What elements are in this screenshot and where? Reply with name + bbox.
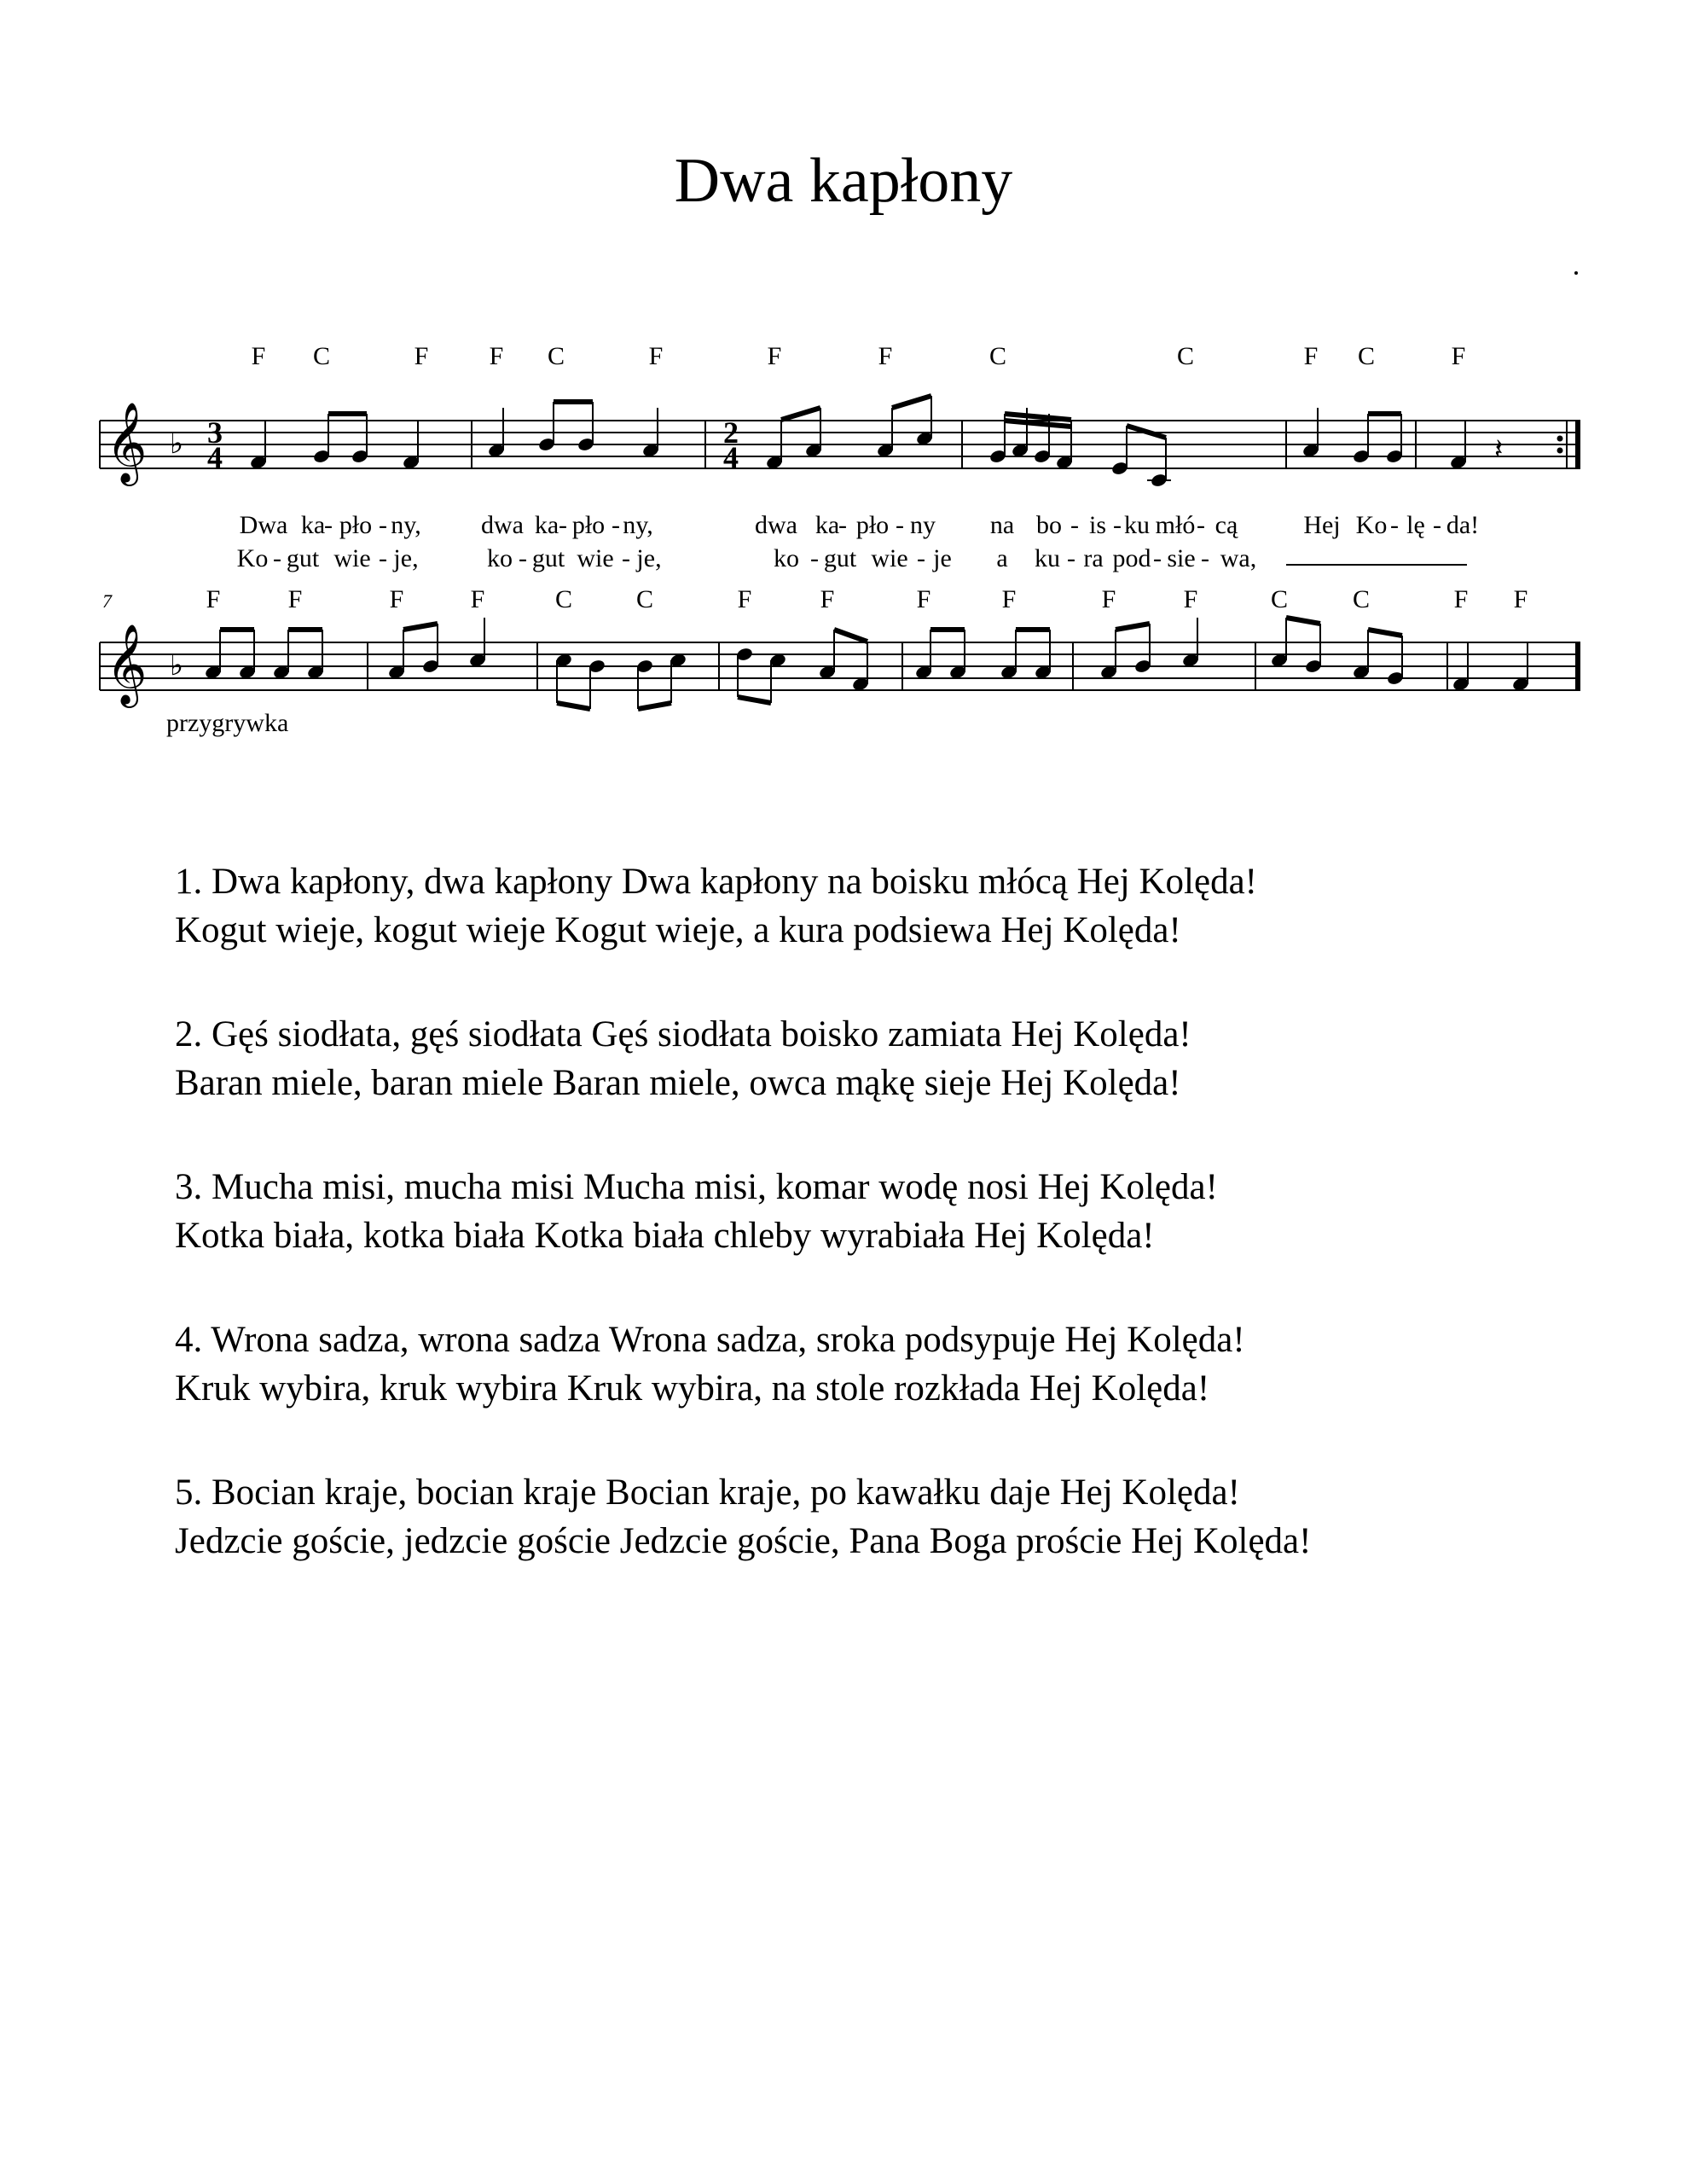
lyric-syllable: ku: [1035, 544, 1060, 572]
lyric-syllable: -: [273, 544, 281, 572]
note-beam: [834, 630, 867, 642]
chord-symbol: C: [1357, 342, 1376, 370]
lyric-syllable: pod: [1112, 544, 1151, 572]
chords-system-2: [206, 585, 1528, 613]
song-title: Dwa kapłony: [674, 146, 1013, 216]
lyric-syllable: ko: [487, 544, 513, 572]
lyric-syllable: ku: [1124, 511, 1150, 539]
lyric-syllable: -: [379, 511, 387, 539]
note-beam: [892, 396, 931, 408]
note-beam: [1368, 630, 1402, 636]
lyric-syllable: na: [989, 511, 1015, 539]
verse-line: Baran miele, baran miele Baran miele, owca mąkę sieje Hej Kolęda!: [175, 1063, 1181, 1103]
verse-line: Kruk wybira, kruk wybira Kruk wybira, na stole rozkłada Hej Kolęda!: [175, 1368, 1210, 1409]
lyric-syllable: gut: [823, 544, 857, 572]
lyric-syllable: dwa: [481, 511, 524, 539]
time-signature-1-bottom: 4: [207, 440, 223, 474]
chord-symbol: C: [554, 585, 573, 613]
verse-line: 3. Mucha misi, mucha misi Mucha misi, komar wodę nosi Hej Kolęda!: [175, 1167, 1218, 1207]
chord-symbol: F: [287, 585, 303, 613]
chord-symbol: F: [878, 342, 893, 370]
note-beam: [1286, 618, 1320, 624]
note-beam: [403, 624, 438, 630]
lyric-syllable: dwa: [755, 511, 797, 539]
lyric-syllable: Hej: [1303, 511, 1341, 539]
lyric-syllable: ka: [300, 511, 326, 539]
sheet-music: [0, 0, 1687, 768]
lyric-syllable: -: [612, 511, 620, 539]
chord-symbol: C: [635, 585, 654, 613]
verse-line: Jedzcie goście, jedzcie goście Jedzcie goście, Pana Boga proście Hej Kolęda!: [175, 1521, 1312, 1561]
note-beam: [738, 697, 771, 703]
lyric-syllable: -: [324, 511, 333, 539]
lyric-syllable: sie: [1167, 544, 1196, 572]
lyric-syllable: ny,: [391, 511, 421, 539]
lyric-syllable: pło: [855, 511, 890, 539]
verse-line: Kotka biała, kotka biała Kotka biała chleby wyrabiała Hej Kolęda!: [175, 1216, 1155, 1256]
notes-system-1: [249, 396, 1503, 488]
lyric-syllable: ra: [1083, 544, 1104, 572]
note-beam: [1116, 624, 1150, 630]
verse-line: Kogut wieje, kogut wieje Kogut wieje, a kura podsiewa Hej Kolęda!: [175, 910, 1181, 950]
lyric-syllable: ko: [774, 544, 799, 572]
lyric-syllable: wa,: [1220, 544, 1257, 572]
lyric-syllable: gut: [531, 544, 565, 572]
lyric-syllable: bo: [1036, 511, 1062, 539]
chord-symbol: F: [767, 342, 782, 370]
chord-symbol: F: [1513, 585, 1528, 613]
lyric-syllable: -: [1153, 544, 1162, 572]
notes-system-2: [204, 618, 1529, 709]
note-beam: [638, 703, 671, 709]
lyric-syllable: -: [1067, 544, 1075, 572]
chords-system-1: [252, 342, 1466, 370]
measure-number: 7: [102, 590, 112, 612]
lyrics-line-1: [240, 511, 1479, 539]
lyric-syllable: Ko: [236, 544, 269, 572]
final-barline: [1575, 642, 1580, 690]
lyric-syllable: -: [1113, 511, 1122, 539]
lyric-syllable: -: [559, 511, 567, 539]
lyric-syllable: Dwa: [239, 511, 288, 539]
verse-1: [175, 857, 1625, 955]
verse-2: [175, 1010, 1625, 1107]
quarter-rest-icon: 𝄽: [1494, 434, 1504, 466]
chord-symbol: F: [1451, 342, 1466, 370]
lyric-syllable: je,: [393, 544, 419, 572]
chord-symbol: F: [648, 342, 664, 370]
chord-symbol: C: [1352, 585, 1371, 613]
chord-symbol: F: [470, 585, 485, 613]
chord-symbol: F: [1303, 342, 1319, 370]
time-signature-2-top: 2: [723, 415, 739, 450]
chord-symbol: F: [1101, 585, 1116, 613]
lyric-syllable: Ko: [1355, 511, 1388, 539]
lyric-syllable: młó: [1155, 511, 1196, 539]
lyric-syllable: je,: [636, 544, 662, 572]
chord-symbol: F: [1001, 585, 1017, 613]
lyric-syllable: -: [1197, 511, 1205, 539]
lyric-syllable: ka: [534, 511, 559, 539]
note-beam: [1005, 414, 1071, 420]
verse-line: 5. Bocian kraje, bocian kraje Bocian kraje, po kawałku daje Hej Kolęda!: [175, 1472, 1240, 1513]
chord-symbol: F: [820, 585, 835, 613]
lyric-syllable: gut: [286, 544, 320, 572]
lyric-syllable: wie: [333, 544, 371, 572]
key-signature-flat-icon: ♭: [170, 428, 184, 460]
lyric-syllable: wie: [871, 544, 908, 572]
interlude-label: przygrywka: [166, 709, 289, 737]
verse-line: 4. Wrona sadza, wrona sadza Wrona sadza, sroka podsypuje Hej Kolęda!: [175, 1320, 1245, 1360]
lyric-syllable: ny,: [623, 511, 653, 539]
verses-section: [175, 857, 1625, 1621]
lyrics-line-2: [237, 544, 1257, 572]
treble-clef-icon: 𝄞: [106, 404, 148, 481]
chord-symbol: C: [1176, 342, 1195, 370]
lyric-syllable: -: [896, 511, 904, 539]
chord-symbol: F: [206, 585, 221, 613]
chord-symbol: F: [414, 342, 429, 370]
chord-symbol: F: [251, 342, 266, 370]
lyric-syllable: wie: [577, 544, 614, 572]
lyric-syllable: lę: [1406, 511, 1425, 539]
lyric-syllable: -: [622, 544, 630, 572]
lyric-syllable: pło: [339, 511, 373, 539]
chord-symbol: F: [916, 585, 931, 613]
lyric-syllable: ka: [815, 511, 840, 539]
verse-line: 2. Gęś siodłata, gęś siodłata Gęś siodłata boisko zamiata Hej Kolęda!: [175, 1014, 1191, 1054]
chord-symbol: C: [312, 342, 331, 370]
chord-symbol: C: [547, 342, 565, 370]
lyric-syllable: cą: [1215, 511, 1238, 539]
lyric-syllable: is: [1088, 511, 1107, 539]
lyric-syllable: a: [996, 544, 1008, 572]
lyric-syllable: -: [838, 511, 847, 539]
lyric-syllable: -: [917, 544, 925, 572]
lyric-syllable: -: [810, 544, 819, 572]
verse-4: [175, 1316, 1625, 1413]
chord-symbol: F: [389, 585, 404, 613]
chord-symbol: F: [489, 342, 504, 370]
note-beam: [1005, 421, 1071, 427]
time-signature-2-bottom: 4: [723, 440, 739, 474]
lyric-syllable: je: [933, 544, 952, 572]
verse-3: [175, 1163, 1625, 1260]
chord-symbol: C: [1270, 585, 1289, 613]
lyric-syllable: pło: [571, 511, 606, 539]
note-beam: [781, 408, 820, 420]
verse-5: [175, 1468, 1625, 1565]
lyric-syllable: -: [1070, 511, 1079, 539]
lyric-syllable: -: [1433, 511, 1441, 539]
lyric-syllable: -: [1390, 511, 1399, 539]
note-beam: [557, 703, 590, 709]
chord-symbol: F: [737, 585, 752, 613]
lyric-syllable: ny: [910, 511, 936, 539]
chord-symbol: C: [988, 342, 1007, 370]
lyric-syllable: -: [379, 544, 387, 572]
time-signature-1-top: 3: [207, 415, 223, 450]
treble-clef-icon: 𝄞: [106, 625, 148, 703]
key-signature-flat-icon: ♭: [170, 650, 184, 682]
chord-symbol: F: [1183, 585, 1198, 613]
lyric-syllable: -: [1201, 544, 1209, 572]
chord-symbol: F: [1453, 585, 1469, 613]
lyric-syllable: da!: [1446, 511, 1480, 539]
lyric-syllable: -: [519, 544, 527, 572]
verse-line: 1. Dwa kapłony, dwa kapłony Dwa kapłony na boisku młócą Hej Kolęda!: [175, 862, 1257, 902]
